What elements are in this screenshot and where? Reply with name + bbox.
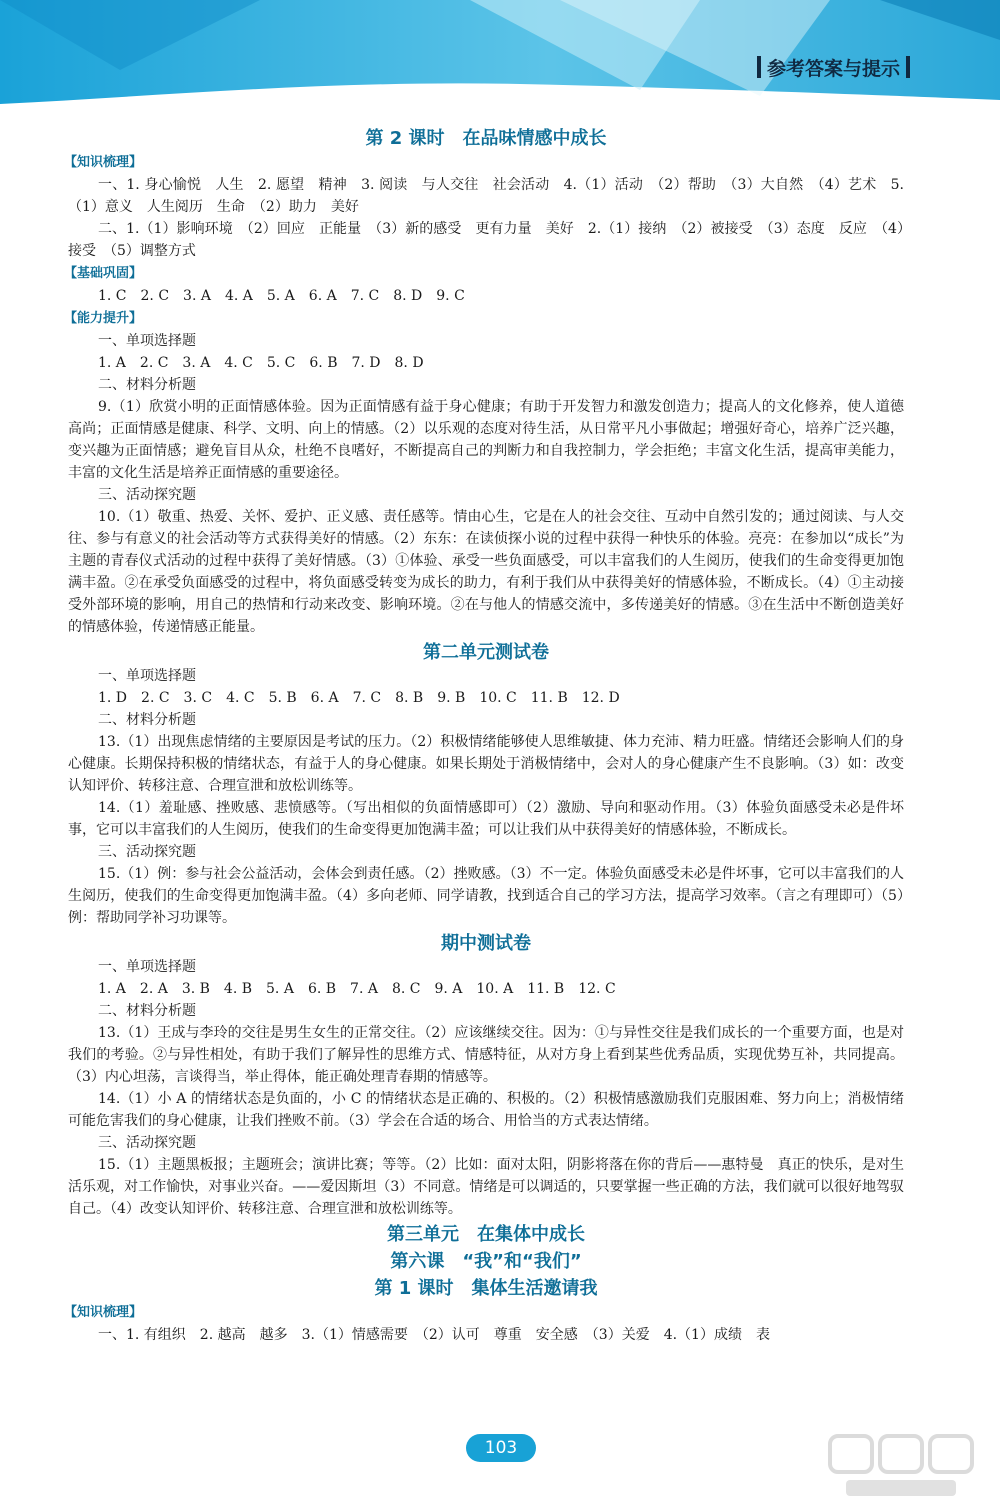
watermark-logo-icon xyxy=(826,1430,976,1502)
tab-bar-right xyxy=(906,56,910,78)
heading-single-choice: 一、单项选择题 xyxy=(98,333,196,349)
section-title-lesson6: 第六课 “我”和“我们” xyxy=(390,1251,582,1272)
answer-q13: 13.（1）出现焦虑情绪的主要原因是考试的压力。（2）积极情绪能够使人思维敏捷、体力充沛、精力旺盛。情绪还会影响人们的身心健康。长期保持积极的情绪状态，有益于人的身心健康。如果长期处于消极情绪中，会对人的身心健康产生不良影响。（3）如：改变认知评价、转移注意、合理宣泄和放松训练等。 xyxy=(68,734,904,794)
heading-activity: 三、活动探究题 xyxy=(98,487,196,503)
heading-single-choice: 一、单项选择题 xyxy=(98,668,196,684)
label-basic: 【基础巩固】 xyxy=(64,266,143,281)
knowledge-part1: 一、1. 身心愉悦 人生 2. 愿望 精神 3. 阅读 与人交往 社会活动 4.（1）活动 （2）帮助 （3）大自然 （4）艺术 5.（1）意义 人生阅历 生命 （2）助力 美好 xyxy=(68,177,904,215)
label-knowledge: 【知识梳理】 xyxy=(64,1305,143,1320)
label-knowledge: 【知识梳理】 xyxy=(64,155,143,170)
answer-q15: 15.（1）例：参与社会公益活动，会体会到责任感。（2）挫败感。（3）不一定。体验负面感受未必是件坏事，它可以丰富我们的人生阅历，使我们的生命变得更加饱满丰盈。（4）多向老师、同学请教，找到适合自己的学习方法，提高学习效率。（言之有理即可）（5）例：帮助同学补习功课等。 xyxy=(68,866,904,926)
knowledge-part2: 二、1.（1）影响环境 （2）回应 正能量 （3）新的感受 更有力量 美好 2.（1）接纳 （2）被接受 （3）态度 反应 （4）接受 （5）调整方式 xyxy=(68,221,904,259)
heading-material: 二、材料分析题 xyxy=(98,712,196,728)
section-title-period1: 第 1 课时 集体生活邀请我 xyxy=(374,1278,598,1299)
heading-material: 二、材料分析题 xyxy=(98,1003,196,1019)
section-title-unit3: 第三单元 在集体中成长 xyxy=(387,1224,585,1245)
single-choice-answers: 1. D 2. C 3. C 4. C 5. B 6. A 7. C 8. B 9. B 10. C 11. B 12. D xyxy=(98,690,620,706)
header-tab-label: 参考答案与提示 xyxy=(766,57,900,80)
section-title-unit2-test: 第二单元测试卷 xyxy=(423,642,549,663)
basic-answers: 1. C 2. C 3. A 4. A 5. A 6. A 7. C 8. D 9. C xyxy=(98,288,465,304)
label-ability: 【能力提升】 xyxy=(64,311,143,326)
answer-q13: 13.（1）王成与李玲的交往是男生女生的正常交往。（2）应该继续交往。因为：①与异性交往是我们成长的一个重要方面，也是对我们的考验。②与异性相处，有助于我们了解异性的思维方式、情感特征，从对方身上看到某些优秀品质，实现优势互补，共同提高。（3）内心坦荡，言谈得当，举止得体，能正确处理青春期的情感等。 xyxy=(68,1025,904,1085)
tab-bar-left xyxy=(757,56,761,78)
answer-q9: 9.（1）欣赏小明的正面情感体验。因为正面情感有益于身心健康；有助于开发智力和激发创造力；提高人的文化修养，使人道德高尚；正面情感是健康、科学、文明、向上的情感。（2）以乐观的态度对待生活，从日常平凡小事做起；增强好奇心，培养广泛兴趣，变兴趣为正面情感；避免盲目从众，杜绝不良嗜好，不断提高自己的判断力和自我控制力，学会拒绝；丰富文化生活，提高审美能力，丰富的文化生活是培养正面情感的重要途径。 xyxy=(68,399,904,481)
heading-single-choice: 一、单项选择题 xyxy=(98,959,196,975)
heading-activity: 三、活动探究题 xyxy=(98,844,196,860)
answer-q15: 15.（1）主题黑板报；主题班会；演讲比赛；等等。（2）比如：面对太阳，阴影将落在你的背后——惠特曼 真正的快乐，是对生活乐观，对工作愉快，对事业兴奋。——爱因斯坦（3）不同意。情绪是可以调适的，只要掌握一些正确的方法，我们就可以很好地驾驭自己。（4）改变认知评价、转移注意、合理宣泄和放松训练等。 xyxy=(68,1157,904,1217)
header-section-tab xyxy=(747,52,920,82)
heading-material: 二、材料分析题 xyxy=(98,377,196,393)
page-number: 103 xyxy=(466,1434,536,1462)
heading-activity: 三、活动探究题 xyxy=(98,1135,196,1151)
knowledge-part1: 一、1. 有组织 2. 越高 越多 3.（1）情感需要 （2）认可 尊重 安全感 （3）关爱 4.（1）成绩 表 xyxy=(98,1327,770,1343)
section-title-lesson2: 第 2 课时 在品味情感中成长 xyxy=(365,128,607,149)
answer-q10: 10.（1）敬重、热爱、关怀、爱护、正义感、责任感等。情由心生，它是在人的社会交往、互动中自然引发的；通过阅读、与人交往、参与有意义的社会活动等方式获得美好的情感。（2）东东：在读侦探小说的过程中获得一种快乐的体验。亮亮：在参加以“成长”为主题的青春仪式活动的过程中获得了美好情感。（3）①体验、承受一些负面感受，可以丰富我们的人生阅历，使我们的生命变得更加饱满丰盈。②在承受负面感受的过程中，将负面感受转变为成长的助力，有利于我们从中获得美好的情感体验，不断成长。（4）①主动接受外部环境的影响，用自己的热情和行动来改变、影响环境。②在与他人的情感交流中，多传递美好的情感。③在生活中不断创造美好的情感体验，传递情感正能量。 xyxy=(68,509,904,635)
single-choice-answers: 1. A 2. C 3. A 4. C 5. C 6. B 7. D 8. D xyxy=(98,355,424,371)
single-choice-answers: 1. A 2. A 3. B 4. B 5. A 6. B 7. A 8. C 9. A 10. A 11. B 12. C xyxy=(98,981,616,997)
section-title-midterm: 期中测试卷 xyxy=(441,933,531,954)
answer-q14: 14.（1）羞耻感、挫败感、悲愤感等。（写出相似的负面情感即可）（2）激励、导向和驱动作用。（3）体验负面感受未必是件坏事，它可以丰富我们的人生阅历，使我们的生命变得更加饱满丰盈；可以让我们从中获得美好的情感体验，不断成长。 xyxy=(68,800,904,838)
answer-content xyxy=(64,124,904,1346)
answer-q14: 14.（1）小 A 的情绪状态是负面的，小 C 的情绪状态是正确的、积极的。（2）积极情感激励我们克服困难、努力向上；消极情绪可能危害我们的身心健康，让我们挫败不前。（3）学会在合适的场合、用恰当的方式表达情绪。 xyxy=(68,1091,904,1129)
